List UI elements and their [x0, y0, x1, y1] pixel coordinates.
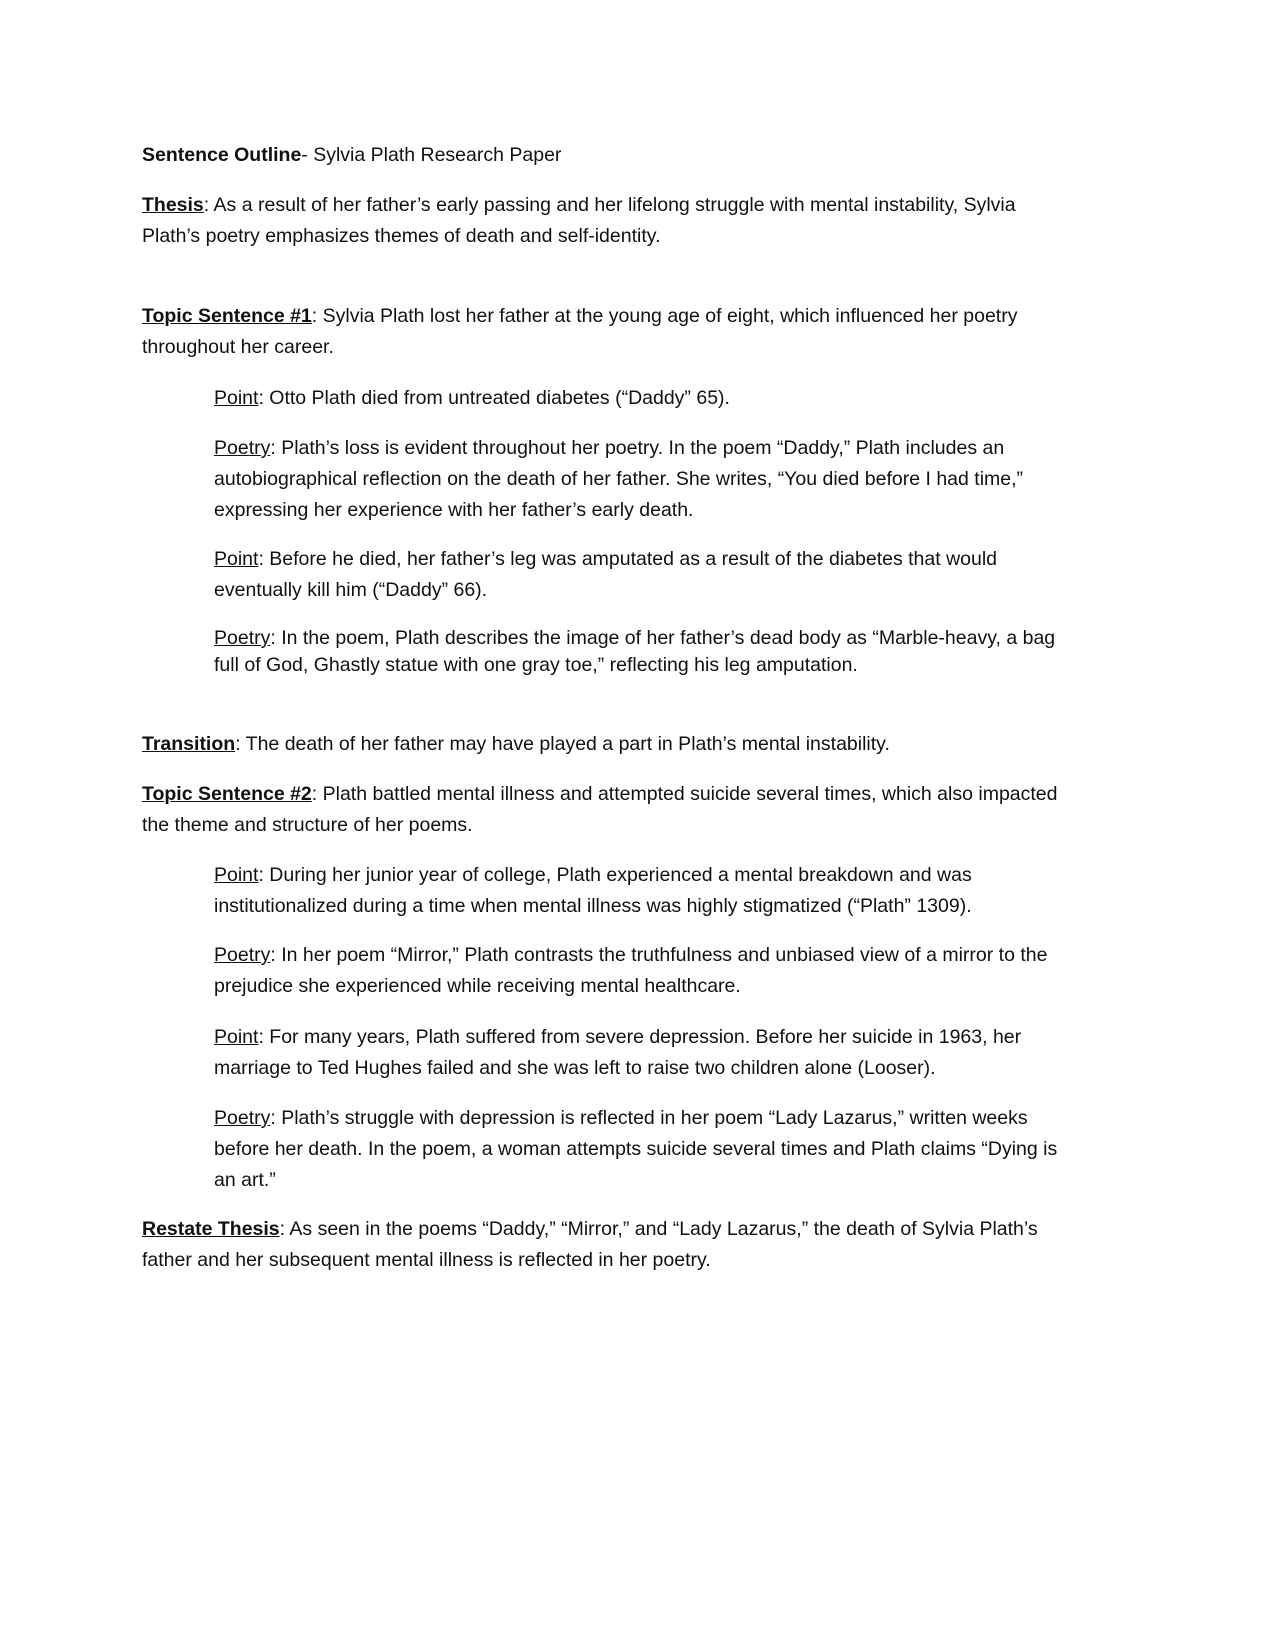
point-text: : Otto Plath died from untreated diabetes (“Daddy” 65).: [258, 387, 730, 409]
point-label: Point: [214, 548, 259, 570]
thesis-text: : As a result of her father’s early passing and her lifelong struggle with mental instability, Sylvia Plath’s poetry emphasizes themes of death and self-identity.: [142, 194, 1016, 247]
topic-2-poetry-2: [214, 1103, 1077, 1196]
topic-1-poetry-1: [214, 433, 1077, 526]
topic-2-label: Topic Sentence #2: [142, 783, 312, 805]
topic-sentence-1: [142, 301, 1077, 363]
point-label: Point: [214, 387, 259, 409]
topic-2-point-2: [214, 1022, 1077, 1084]
topic-2-poetry-1: [214, 940, 1077, 1002]
point-text: : Before he died, her father’s leg was amputated as a result of the diabetes that would eventually kill him (“Daddy” 66).: [214, 548, 998, 601]
point-label: Point: [214, 1026, 259, 1048]
document-title: [142, 140, 1077, 171]
poetry-label: Poetry: [214, 437, 271, 459]
topic-1-point-2: [214, 544, 1077, 606]
thesis-paragraph: [142, 190, 1077, 252]
poetry-text: : In the poem, Plath describes the image of her father’s dead body as “Marble-heavy, a bag full of God, Ghastly statue with one gray toe,” reflecting his leg amputation.: [214, 627, 1056, 676]
point-text: : For many years, Plath suffered from severe depression. Before her suicide in 1963, her marriage to Ted Hughes failed and she was left to raise two children alone (Looser).: [214, 1026, 1022, 1079]
restate-thesis-label: Restate Thesis: [142, 1218, 280, 1240]
poetry-label: Poetry: [214, 1107, 271, 1129]
topic-2-text: : Plath battled mental illness and attempted suicide several times, which also impacted the theme and structure of her poems.: [142, 783, 1058, 836]
point-text: : During her junior year of college, Plath experienced a mental breakdown and was institutionalized during a time when mental illness was highly stigmatized (“Plath” 1309).: [214, 864, 972, 917]
point-label: Point: [214, 864, 259, 886]
topic-2-point-1: [214, 860, 1077, 922]
topic-1-text: : Sylvia Plath lost her father at the young age of eight, which influenced her poetry throughout her career.: [142, 305, 1018, 358]
topic-1-point-1: [214, 383, 1077, 414]
restate-thesis-text: : As seen in the poems “Daddy,” “Mirror,” and “Lady Lazarus,” the death of Sylvia Plath’s father and her subsequent mental illness is reflected in her poetry.: [142, 1218, 1038, 1271]
title-label: Sentence Outline: [142, 144, 302, 166]
topic-1-poetry-2: [214, 625, 1077, 679]
thesis-label: Thesis: [142, 194, 204, 216]
topic-sentence-2: [142, 779, 1077, 841]
title-rest: - Sylvia Plath Research Paper: [301, 144, 562, 166]
transition-text: : The death of her father may have played a part in Plath’s mental instability.: [235, 733, 890, 755]
transition-label: Transition: [142, 733, 236, 755]
restate-thesis-paragraph: [142, 1214, 1077, 1276]
poetry-label: Poetry: [214, 944, 271, 966]
poetry-text: : In her poem “Mirror,” Plath contrasts the truthfulness and unbiased view of a mirror to the prejudice she experienced while receiving mental healthcare.: [214, 944, 1048, 997]
poetry-text: : Plath’s loss is evident throughout her poetry. In the poem “Daddy,” Plath includes an autobiographical reflection on the death of her father. She writes, “You died before I had time,” expressing her experience with her father’s early death.: [214, 437, 1024, 521]
topic-1-label: Topic Sentence #1: [142, 305, 312, 327]
transition-paragraph: [142, 729, 1077, 760]
poetry-text: : Plath’s struggle with depression is reflected in her poem “Lady Lazarus,” written weeks before her death. In the poem, a woman attempts suicide several times and Plath claims “Dying is an art.”: [214, 1107, 1058, 1191]
poetry-label: Poetry: [214, 627, 271, 649]
